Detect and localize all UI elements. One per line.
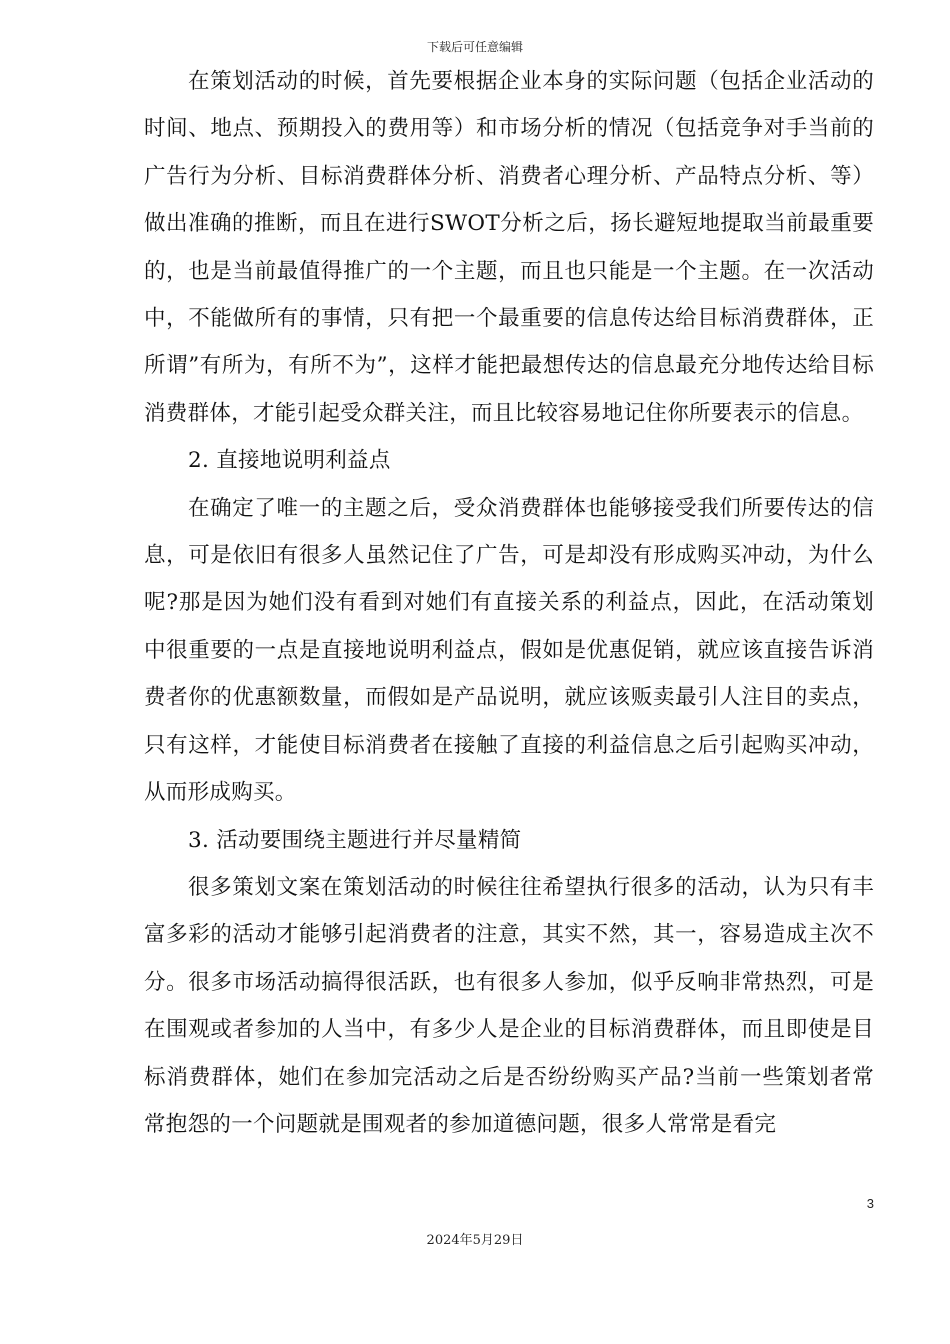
section-heading-3: 3. 活动要围绕主题进行并尽量精简 xyxy=(188,827,522,853)
paragraph-3: 很多策划文案在策划活动的时候往往希望执行很多的活动，认为只有丰富多彩的活动才能够引起消费者的注意，其实不然，其一，容易造成主次不分。很多市场活动搞得很活跃，也有很多人参加，似乎反响非常热烈，可是在围观或者参加的人当中，有多少人是企业的目标消费群体，而且即使是目标消费群体，她们在参加完活动之后是否纷纷购买产品?当前一些策划者常常抱怨的一个问题就是围观者的参加道德问题，很多人常常是看完 xyxy=(144,874,874,1137)
page-header: 下载后可任意编辑 xyxy=(426,40,523,54)
page-footer-date: 2024年5月29日 xyxy=(426,1233,524,1248)
paragraph-2: 在确定了唯一的主题之后，受众消费群体也能够接受我们所要传达的信息，可是依旧有很多人虽然记住了广告，可是却没有形成购买冲动，为什么呢?那是因为她们没有看到对她们有直接关系的利益点，因此，在活动策划中很重要的一点是直接地说明利益点，假如是优惠促销，就应该直接告诉消费者你的优惠额数量，而假如是产品说明，就应该贩卖最引人注目的卖点，只有这样，才能使目标消费者在接触了直接的利益信息之后引起购买冲动，从而形成购买。 xyxy=(144,495,874,806)
section-heading-2: 2. 直接地说明利益点 xyxy=(188,448,391,474)
paragraph-1: 在策划活动的时候，首先要根据企业本身的实际问题（包括企业活动的时间、地点、预期投入的费用等）和市场分析的情况（包括竞争对手当前的广告行为分析、目标消费群体分析、消费者心理分析、产品特点分析、等）做出准确的推断，而且在进行SWOT分析之后，扬长避短地提取当前最重要的，也是当前最值得推广的一个主题，而且也只能是一个主题。在一次活动中，不能做所有的事情，只有把一个最重要的信息传达给目标消费群体，正所谓”有所为，有所不为”，这样才能把最想传达的信息最充分地传达给目标消费群体，才能引起受众群关注，而且比较容易地记住你所要表示的信息。 xyxy=(144,69,874,426)
document-body xyxy=(144,58,874,1148)
page-number: 3 xyxy=(866,1196,874,1211)
